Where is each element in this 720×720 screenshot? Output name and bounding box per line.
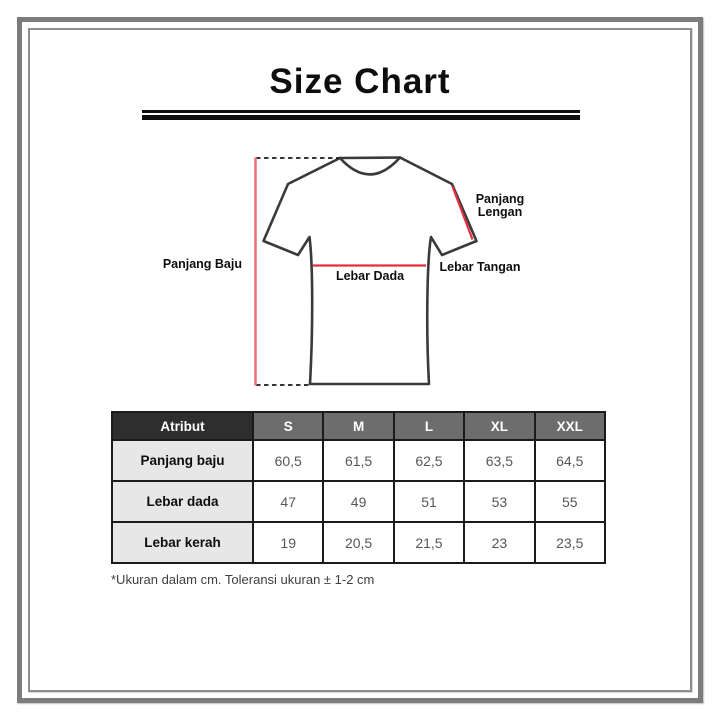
table-row-lebar-dada <box>112 481 605 522</box>
size-table <box>111 411 606 564</box>
header-atribut: Atribut <box>112 412 253 440</box>
cell-panjang-baju-m: 61,5 <box>323 440 393 481</box>
page-title: Size Chart <box>269 62 451 101</box>
cell-lebar-dada-s: 47 <box>253 481 323 522</box>
cell-lebar-dada-m: 49 <box>323 481 393 522</box>
row-label-lebar-kerah: Lebar kerah <box>112 522 253 563</box>
header-size-l: L <box>394 412 464 440</box>
cell-lebar-kerah-l: 21,5 <box>394 522 464 563</box>
cell-lebar-kerah-m: 20,5 <box>323 522 393 563</box>
cell-panjang-baju-s: 60,5 <box>253 440 323 481</box>
cell-panjang-baju-xxl: 64,5 <box>535 440 605 481</box>
table-row-panjang-baju <box>112 440 605 481</box>
footnote: *Ukuran dalam cm. Toleransi ukuran ± 1-2 cm <box>111 572 375 587</box>
header-size-m: M <box>323 412 393 440</box>
row-label-lebar-dada: Lebar dada <box>112 481 253 522</box>
cell-lebar-kerah-xl: 23 <box>464 522 534 563</box>
header-size-xxl: XXL <box>535 412 605 440</box>
header-size-s: S <box>253 412 323 440</box>
label-panjang-baju: Panjang Baju <box>162 257 242 271</box>
header-size-xl: XL <box>464 412 534 440</box>
cell-lebar-kerah-s: 19 <box>253 522 323 563</box>
cell-panjang-baju-xl: 63,5 <box>464 440 534 481</box>
table-row-lebar-kerah <box>112 522 605 563</box>
label-lebar-tangan: Lebar Tangan <box>439 260 521 274</box>
cell-lebar-dada-l: 51 <box>394 481 464 522</box>
cell-lebar-kerah-xxl: 23,5 <box>535 522 605 563</box>
table-header-row <box>112 412 605 440</box>
label-lebar-dada: Lebar Dada <box>335 269 405 283</box>
row-label-panjang-baju: Panjang baju <box>112 440 253 481</box>
label-panjang-lengan: Panjang Lengan <box>475 192 525 219</box>
cell-lebar-dada-xl: 53 <box>464 481 534 522</box>
cell-panjang-baju-l: 62,5 <box>394 440 464 481</box>
cell-lebar-dada-xxl: 55 <box>535 481 605 522</box>
